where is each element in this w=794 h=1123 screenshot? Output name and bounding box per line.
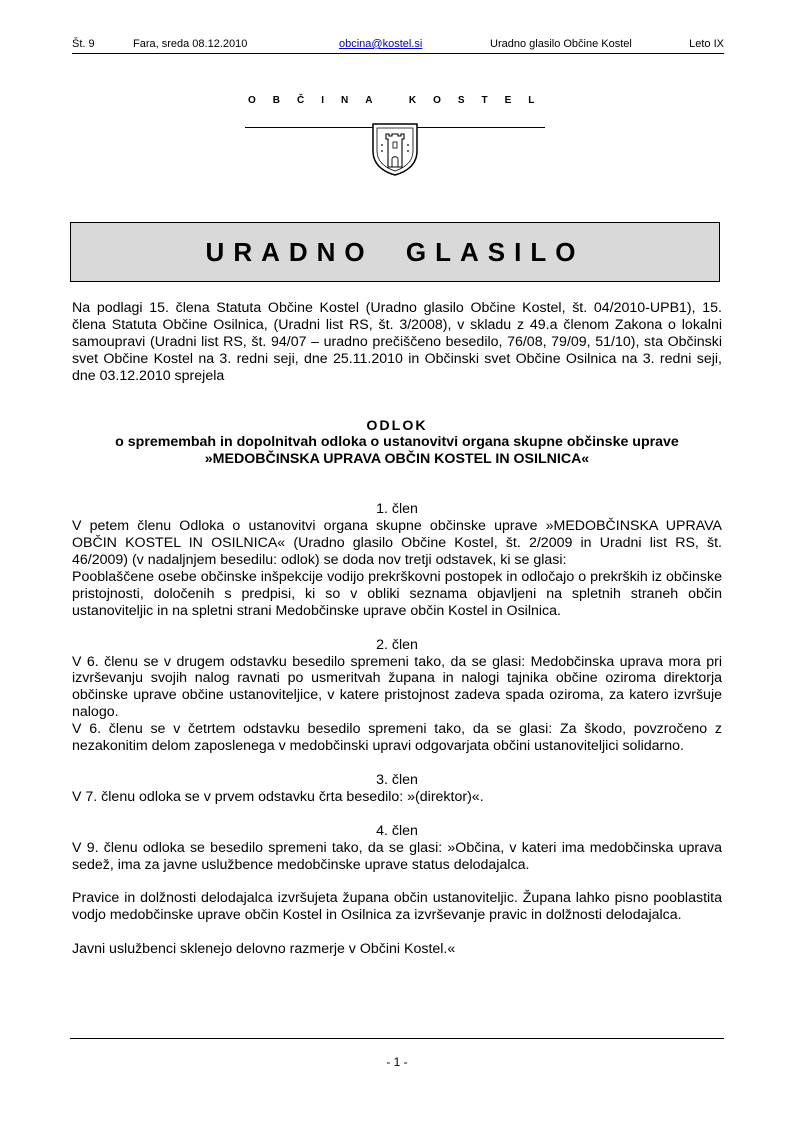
article-heading: 4. člen — [376, 822, 418, 839]
header-divider — [72, 53, 724, 54]
article-paragraph: V 7. členu odloka se v prvem odstavku črta besedilo: »(direktor)«. — [72, 788, 484, 805]
page-number: - 1 - — [386, 1055, 408, 1069]
volume-year: Leto IX — [689, 38, 724, 50]
page-header — [72, 38, 724, 54]
municipality-name: OBČINA KOSTEL — [248, 95, 552, 106]
publication-name: Uradno glasilo Občine Kostel — [490, 38, 632, 50]
footer-divider — [70, 1038, 724, 1039]
publication-title-banner — [70, 222, 720, 282]
spacer — [72, 873, 722, 890]
issue-number: Št. 9 — [72, 38, 95, 50]
article-paragraph: V 9. členu odloka se besedilo spremeni tako, da se glasi: »Občina, v kateri ima medobčinska uprava sedež, ima za javne uslužbence medobčinske uprave status delodajalca. — [72, 839, 722, 873]
article-paragraph: Javni uslužbenci sklenejo delovno razmerje v Občini Kostel.« — [72, 941, 456, 958]
coat-of-arms-icon — [370, 121, 420, 177]
article-heading: 2. člen — [376, 636, 418, 653]
spacer — [72, 620, 722, 637]
spacer — [72, 755, 722, 772]
article-paragraph: V petem členu Odloka o ustanovitvi organa skupne občinske uprave »MEDOBČINSKA UPRAVA OBČIN KOSTEL IN OSILNICA« (Uradno glasilo Občine Kostel, št. 2/2009 in Uradni list RS, št. 46/2009) (v nadaljnjem besedilu: odlok) se doda nov tretji odstavek, ki se glasi: — [72, 518, 722, 568]
email-link[interactable]: obcina@kostel.si — [339, 38, 423, 50]
article-paragraph: V 6. členu se v četrtem odstavku besedilo spremeni tako, da se glasi: Za škodo, povzročeno z nezakonitim delom zaposlenega v medobčinski upravi odgovarjata občini ustanoviteljici solidarno. — [72, 721, 722, 755]
article-paragraph: V 6. členu se v drugem odstavku besedilo spremeni tako, da se glasi: Medobčinska uprava mora pri izvrševanju svojih nalog ravnati po usmeritvah župana in nalogi tajnika občine oziroma direktorja občinske uprave občine ustanoviteljice, v katere pristojnost zadeva spada oziroma, za katero izvršuje nalogo. — [72, 653, 722, 721]
article-heading: 1. člen — [376, 501, 418, 518]
document-body — [72, 300, 722, 958]
publication-title: URADNO GLASILO — [205, 236, 585, 267]
article-paragraph: Pravice in dolžnosti delodajalca izvršujeta župana občin ustanoviteljic. Župana lahko pisno pooblastita vodjo medobčinske uprave občin Kostel in Osilnica za izvrševanje pravic in dolžnosti delodajalca. — [72, 890, 722, 924]
issue-date: Fara, sreda 08.12.2010 — [133, 38, 248, 50]
article-paragraph: Pooblaščene osebe občinske inšpekcije vodijo prekrškovni postopek in odločajo o prekrških iz občinske pristojnosti, določenih s predpisi, ki so v obliki seznama objavljeni na spletnih straneh občin ustanoviteljic in na spletni strani Medobčinske uprave občin Kostel in Osilnica. — [72, 568, 722, 619]
decree-subtitle-name: »MEDOBČINSKA UPRAVA OBČIN KOSTEL IN OSILNICA« — [204, 451, 590, 468]
spacer — [72, 924, 722, 941]
decree-title: ODLOK — [366, 417, 428, 434]
intro-paragraph: Na podlagi 15. člena Statuta Občine Kostel (Uradno glasilo Občine Kostel, št. 04/2010-UPB1), 15. člena Statuta Občine Osilnica, (Uradni list RS, št. 3/2008), v skladu z 49.a členom Zakona o lokalni samoupravi (Uradni list RS, št. 94/07 – uradno prečiščeno besedilo, 76/08, 79/09, 51/10), sta Občinski svet Občine Kostel na 3. redni seji, dne 25.11.2010 in Občinski svet Občine Osilnica na 3. redni seji, dne 03.12.2010 sprejela — [72, 300, 722, 384]
decree-subtitle: o spremembah in dopolnitvah odloka o ustanovitvi organa skupne občinske uprave — [115, 434, 679, 451]
article-heading: 3. člen — [376, 771, 418, 788]
spacer — [72, 806, 722, 823]
spacer — [72, 468, 722, 501]
